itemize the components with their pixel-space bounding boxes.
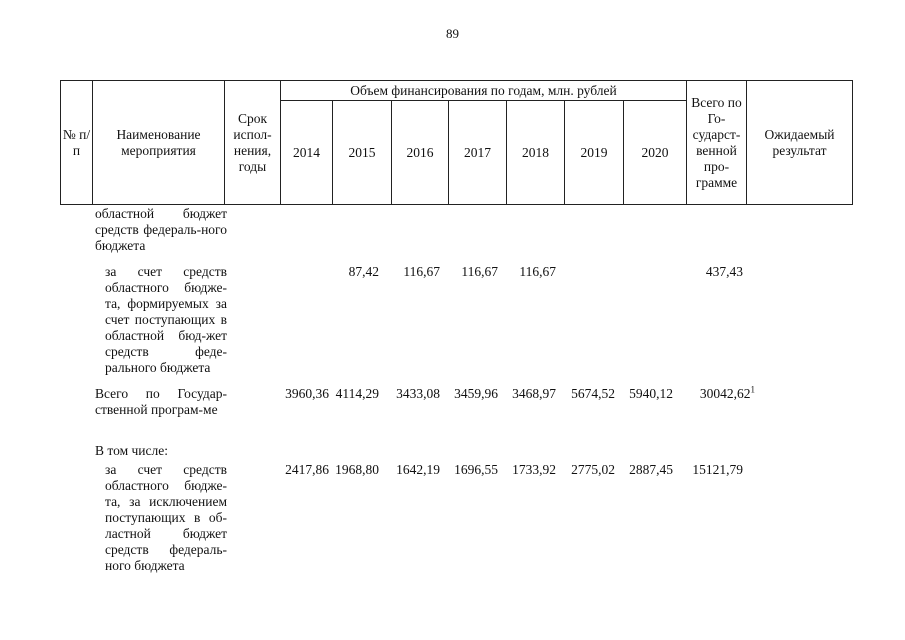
cell-2019: 2775,02 [571, 462, 615, 477]
header-term: Срок испол-нения, годы [225, 81, 281, 205]
cell-2018: 116,67 [519, 264, 556, 279]
header-year: 2018 [507, 101, 565, 205]
cell-2020: 5940,12 [629, 386, 673, 401]
cell-2016: 1642,19 [396, 462, 440, 477]
cell-2017: 3459,96 [454, 386, 498, 401]
cell-2016: 3433,08 [396, 386, 440, 401]
cell-2015: 4114,29 [335, 386, 379, 401]
cell-2016: 116,67 [403, 264, 440, 279]
cell-total: 30042,62$^1$ [699, 384, 755, 401]
header-year: 2017 [449, 101, 507, 205]
cell-total: 15121,79 [692, 462, 743, 477]
row-name: за счет средств областного бюдже-та, за исключением поступающих в об-ластной бюджет средств федераль-ного бюджета [105, 462, 227, 573]
row-name: В том числе: [95, 443, 168, 458]
header-year: 2014 [281, 101, 333, 205]
page-number: 89 [446, 26, 459, 41]
cell-2020: 2887,45 [629, 462, 673, 477]
cell-total: 437,43 [705, 264, 743, 279]
header-result: Ожидаемый результат [747, 81, 853, 205]
cell-2018: 1733,92 [512, 462, 556, 477]
cell-2019: 5674,52 [571, 386, 615, 401]
cell-2018: 3468,97 [512, 386, 556, 401]
cell-2017: 1696,55 [454, 462, 498, 477]
header-year: 2019 [565, 101, 624, 205]
cell-2017: 116,67 [461, 264, 498, 279]
header-year: 2020 [624, 101, 687, 205]
header-year: 2015 [333, 101, 392, 205]
header-total: Всего по Го-сударст-венной про-грамме [687, 81, 747, 205]
cell-2015: 1968,80 [335, 462, 379, 477]
header-number: № п/п [61, 81, 93, 205]
cell-2014: 2417,86 [285, 462, 329, 477]
row-name: областной бюджет средств федераль-ного бюджета [95, 206, 227, 253]
row-name: за счет средств областного бюдже-та, формируемых за счет поступающих в областной бюд-жет средств феде-рального бюджета [105, 264, 227, 375]
header-name: Наименование мероприятия [93, 81, 225, 205]
header-funding: Объем финансирования по годам, млн. рублей [281, 81, 687, 101]
table-header [60, 80, 853, 205]
cell-2014: 3960,36 [285, 386, 329, 401]
header-year: 2016 [392, 101, 449, 205]
row-name: Всего по Государ-ственной програм-ме [95, 386, 227, 417]
cell-2015: 87,42 [348, 264, 379, 279]
